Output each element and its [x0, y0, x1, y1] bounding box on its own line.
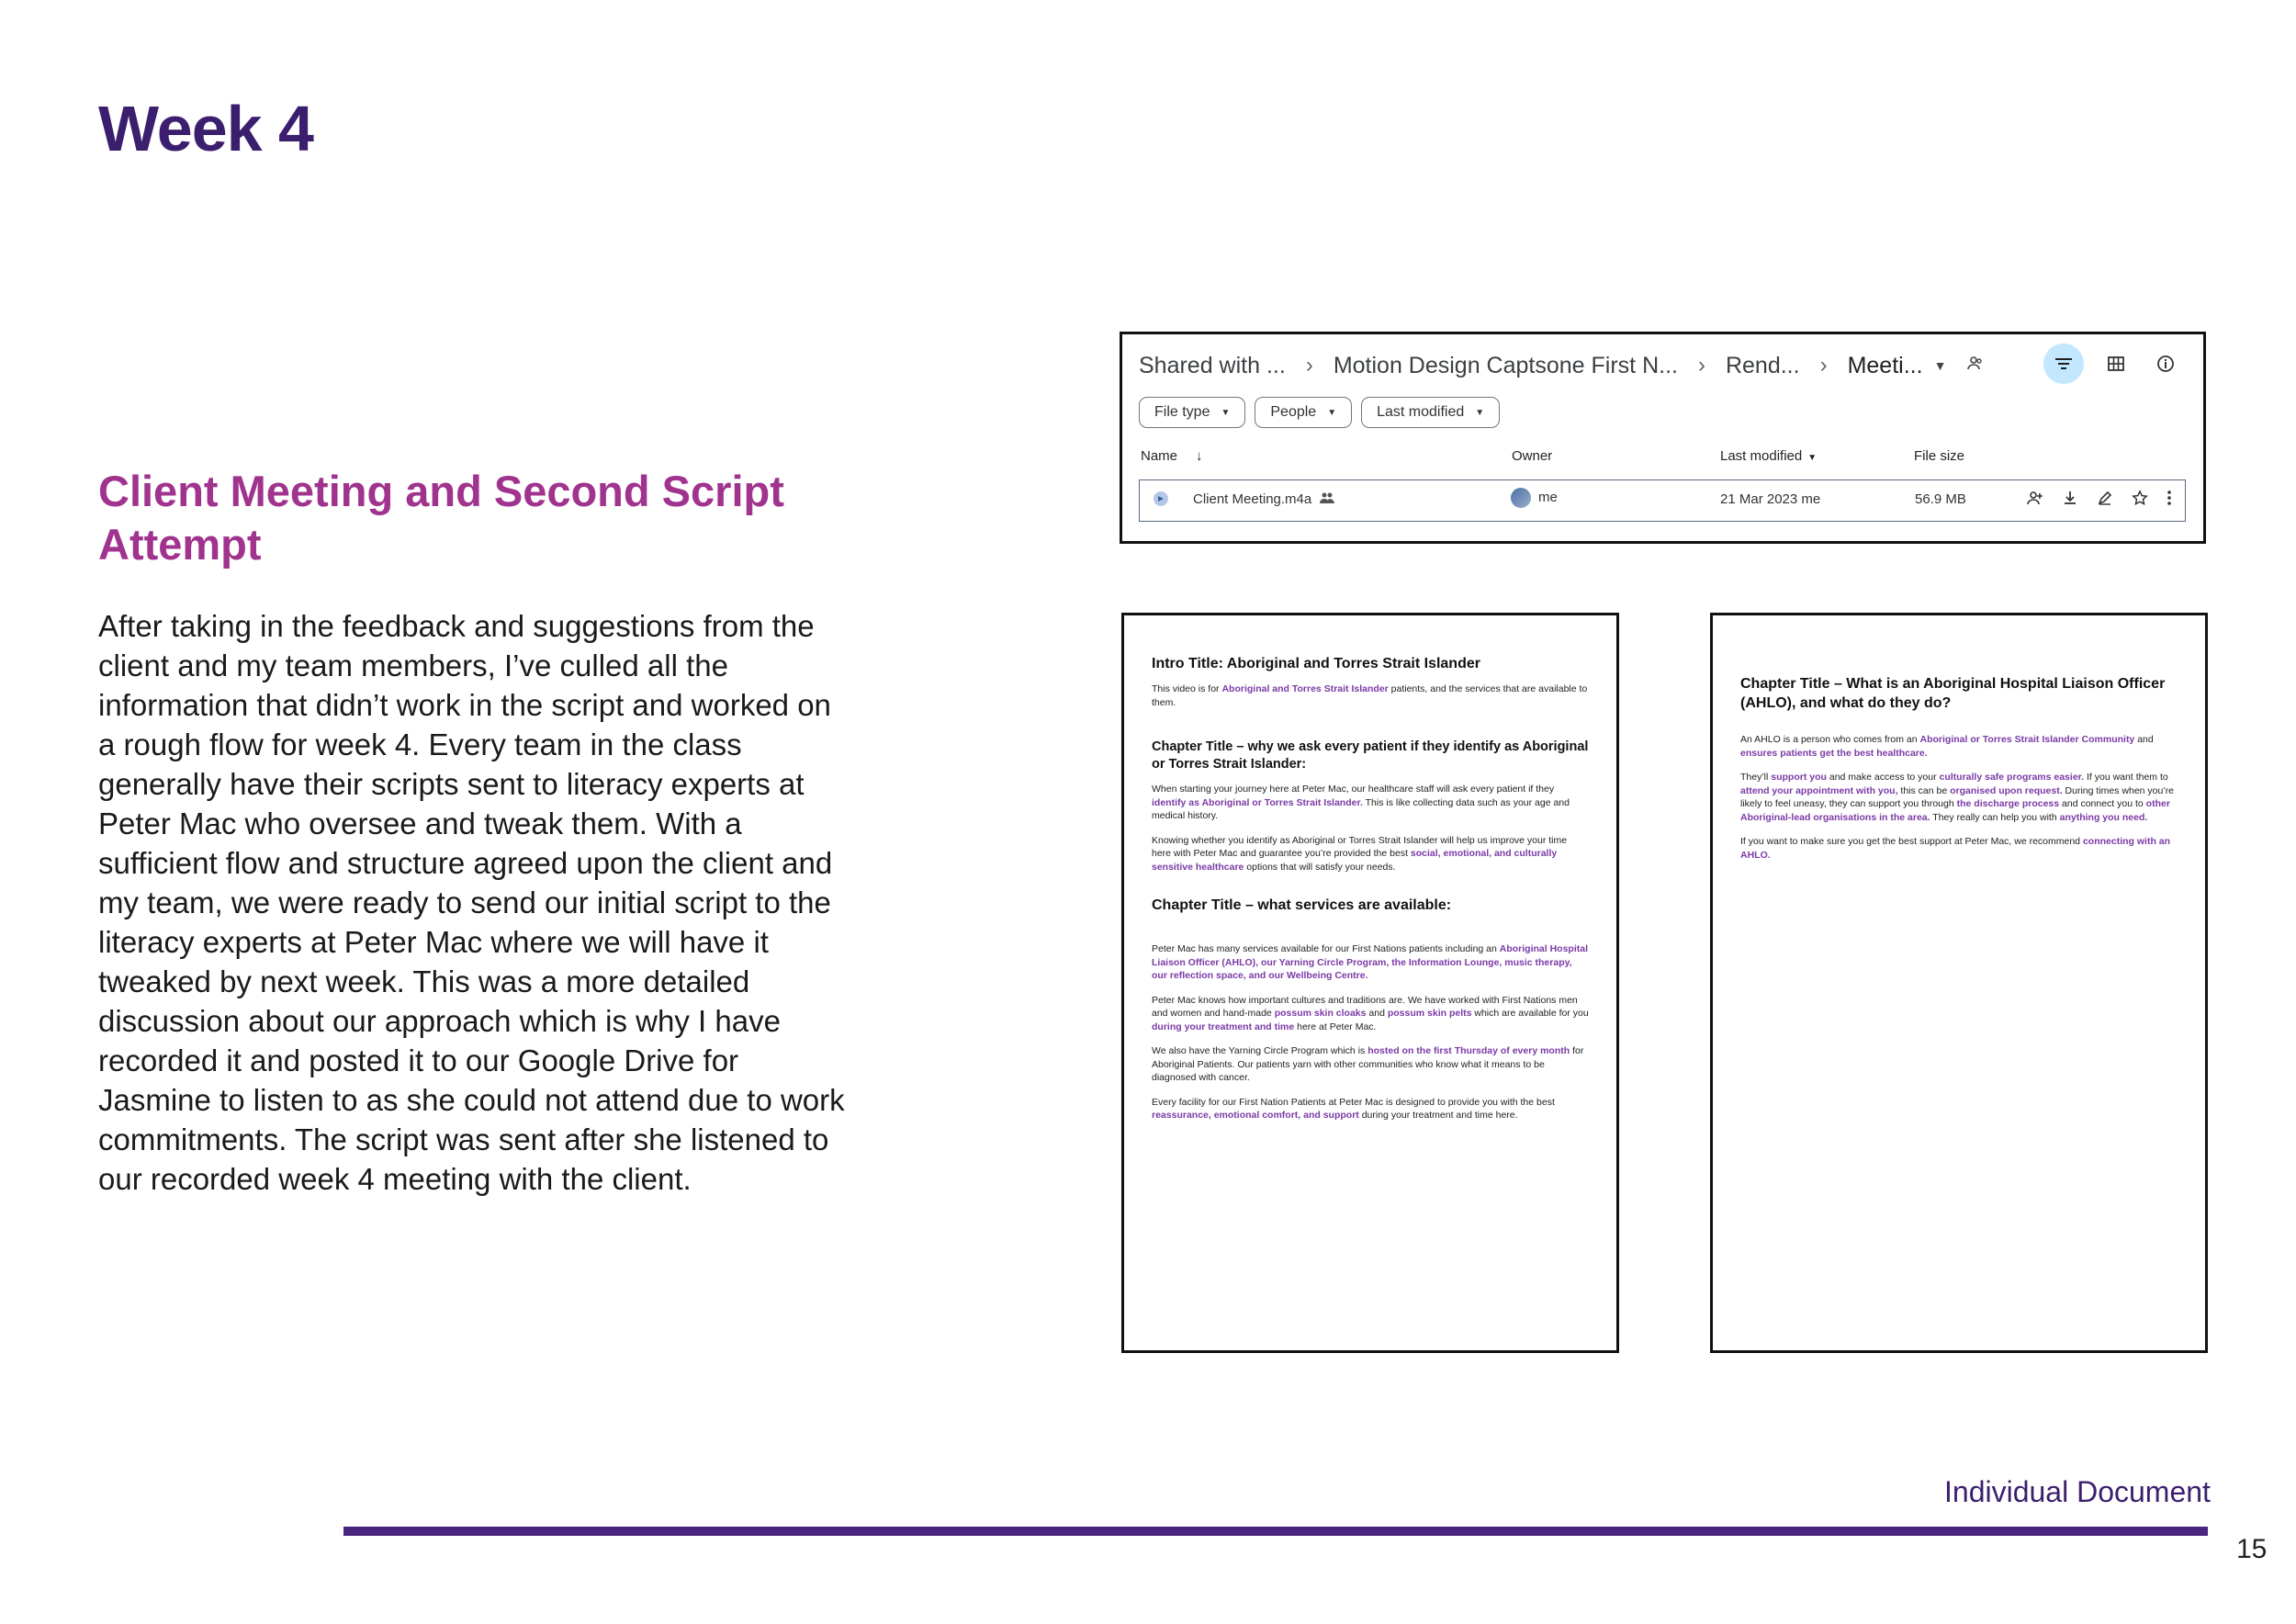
avatar	[1511, 488, 1531, 508]
body-paragraph: After taking in the feedback and suggestions from the client and my team members, I’ve culled all the information that didn’t work in the script and worked on a rough flow for week 4. Every team in the class generally have their scripts sent to literacy experts at Peter Mac who oversee and tweak them. With a sufficient flow and structure agreed upon the client and my team, we were ready to send our initial script to the literacy experts at Peter Mac where we will have it tweaked by next week. This was a more detailed discussion about our approach which is why I have recorded it and posted it to our Google Drive for Jasmine to listen to as she could not attend due to work commitments. The script was sent after she listened to our recorded week 4 meeting with the client.	[98, 609, 845, 1196]
share-icon[interactable]	[2027, 490, 2043, 511]
breadcrumb-renders[interactable]: Rend...	[1725, 352, 1800, 378]
more-options-icon[interactable]	[2167, 490, 2172, 511]
doc-heading: Chapter Title – why we ask every patient if they identify as Aboriginal or Torres Strait Islander:	[1152, 739, 1589, 772]
file-name[interactable]: Client Meeting.m4a	[1193, 491, 1312, 507]
rename-icon[interactable]	[2097, 490, 2113, 511]
script-page-right	[1710, 613, 2208, 1353]
doc-paragraph: Peter Mac has many services available for our First Nations patients including an Aboriginal Hospital Liaison Officer (AHLO), our Yarning Circle Program, the Information Lounge, music therapy, our reflection space, and our Wellbeing Centre.	[1152, 943, 1589, 981]
chip-label: File type	[1154, 404, 1210, 420]
chevron-right-icon: ›	[1819, 353, 1828, 378]
breadcrumb-current[interactable]: Meeti...	[1847, 352, 1923, 378]
column-header-name[interactable]: Name ↓	[1141, 448, 1203, 464]
chevron-down-icon: ▼	[1475, 407, 1485, 418]
chevron-down-icon: ▼	[1807, 453, 1818, 463]
doc-paragraph: An AHLO is a person who comes from an Aboriginal or Torres Strait Islander Community and ensures patients get the best healthcare.	[1740, 734, 2154, 759]
doc-paragraph: Peter Mac knows how important cultures and traditions are. We have worked with First Nations men and women and hand-made possum skin cloaks and possum skin pelts which are available for you during your treatment and time here at Peter Mac.	[1152, 994, 1589, 1032]
page-title: Week 4	[98, 93, 313, 164]
modified-cell: 21 Mar 2023 me	[1720, 491, 1821, 507]
chip-label: People	[1270, 404, 1317, 420]
filter-icon[interactable]	[2043, 344, 2084, 384]
filter-file-type[interactable]	[1139, 397, 1245, 428]
shared-icon	[1320, 491, 1334, 508]
download-icon[interactable]	[2062, 490, 2078, 511]
chevron-down-icon: ▼	[1221, 407, 1231, 418]
doc-paragraph: If you want to make sure you get the best support at Peter Mac, we recommend connecting with an AHLO.	[1740, 836, 2171, 861]
footer-divider	[343, 1527, 2208, 1536]
grid-view-icon[interactable]	[2099, 346, 2133, 381]
audio-file-icon	[1153, 491, 1169, 511]
column-header-modified[interactable]: Last modified ▼	[1720, 448, 1818, 464]
star-icon[interactable]	[2132, 490, 2148, 511]
arrow-down-icon: ↓	[1196, 448, 1203, 464]
script-page-left	[1121, 613, 1619, 1353]
drive-screenshot	[1120, 332, 2206, 544]
column-header-size[interactable]: File size	[1914, 448, 1965, 464]
chip-label: Last modified	[1377, 404, 1465, 420]
chevron-right-icon: ›	[1305, 353, 1313, 378]
doc-paragraph: We also have the Yarning Circle Program which is hosted on the first Thursday of every month for Aboriginal Patients. Our patients yarn with other communities who know what it means to be diagnosed with cancer.	[1152, 1045, 1584, 1083]
chevron-right-icon: ›	[1697, 353, 1705, 378]
column-header-owner[interactable]: Owner	[1512, 448, 1553, 464]
filter-last-modified[interactable]	[1361, 397, 1500, 428]
owner-name: me	[1538, 489, 1558, 505]
filter-people[interactable]	[1255, 397, 1352, 428]
info-icon[interactable]	[2148, 346, 2183, 381]
breadcrumb	[1139, 347, 1985, 384]
people-icon[interactable]	[1966, 355, 1985, 378]
doc-paragraph: When starting your journey here at Peter Mac, our healthcare staff will ask every patient if they identify as Aboriginal or Torres Strait Islander. This is like collecting data such as your age and medical history.	[1152, 784, 1570, 821]
doc-paragraph: Every facility for our First Nation Patients at Peter Mac is designed to provide you with the best reassurance, emotional comfort, and support during your treatment and time here.	[1152, 1096, 1555, 1121]
size-cell: 56.9 MB	[1915, 491, 1966, 507]
footer-label: Individual Document	[1944, 1475, 2211, 1508]
breadcrumb-folder[interactable]: Motion Design Captsone First N...	[1333, 352, 1678, 378]
page-number: 15	[2236, 1534, 2268, 1564]
doc-heading: Chapter Title – What is an Aboriginal Hospital Liaison Officer (AHLO), and what do they do?	[1740, 676, 2166, 711]
file-row[interactable]	[1139, 479, 2186, 522]
doc-paragraph: They’ll support you and make access to your culturally safe programs easier. If you want them to attend your appointment with you, this can be organised upon request. During times when you’re likely to feel uneasy, they can support you through the discharge process and connect you to other Aboriginal-lead organisations in the area. They really can help you with anything you need.	[1740, 772, 2175, 823]
chevron-down-icon[interactable]: ▼	[1933, 358, 1947, 373]
doc-heading: Chapter Title – what services are available:	[1152, 897, 1452, 913]
owner-cell	[1511, 488, 1558, 508]
doc-paragraph: Knowing whether you identify as Aboriginal or Torres Strait Islander will help us improve your time here with Peter Mac and guarantee you’re provided the best social, emotional, and culturally sensitive healthcare options that will satisfy your needs.	[1152, 834, 1568, 873]
section-heading: Client Meeting and Second Script Attempt	[98, 467, 784, 569]
doc-heading: Intro Title: Aboriginal and Torres Strait Islander	[1152, 656, 1480, 671]
breadcrumb-shared[interactable]: Shared with ...	[1139, 352, 1286, 378]
doc-paragraph: This video is for Aboriginal and Torres Strait Islander patients, and the services that are available to them.	[1152, 683, 1588, 708]
chevron-down-icon: ▼	[1327, 407, 1337, 418]
